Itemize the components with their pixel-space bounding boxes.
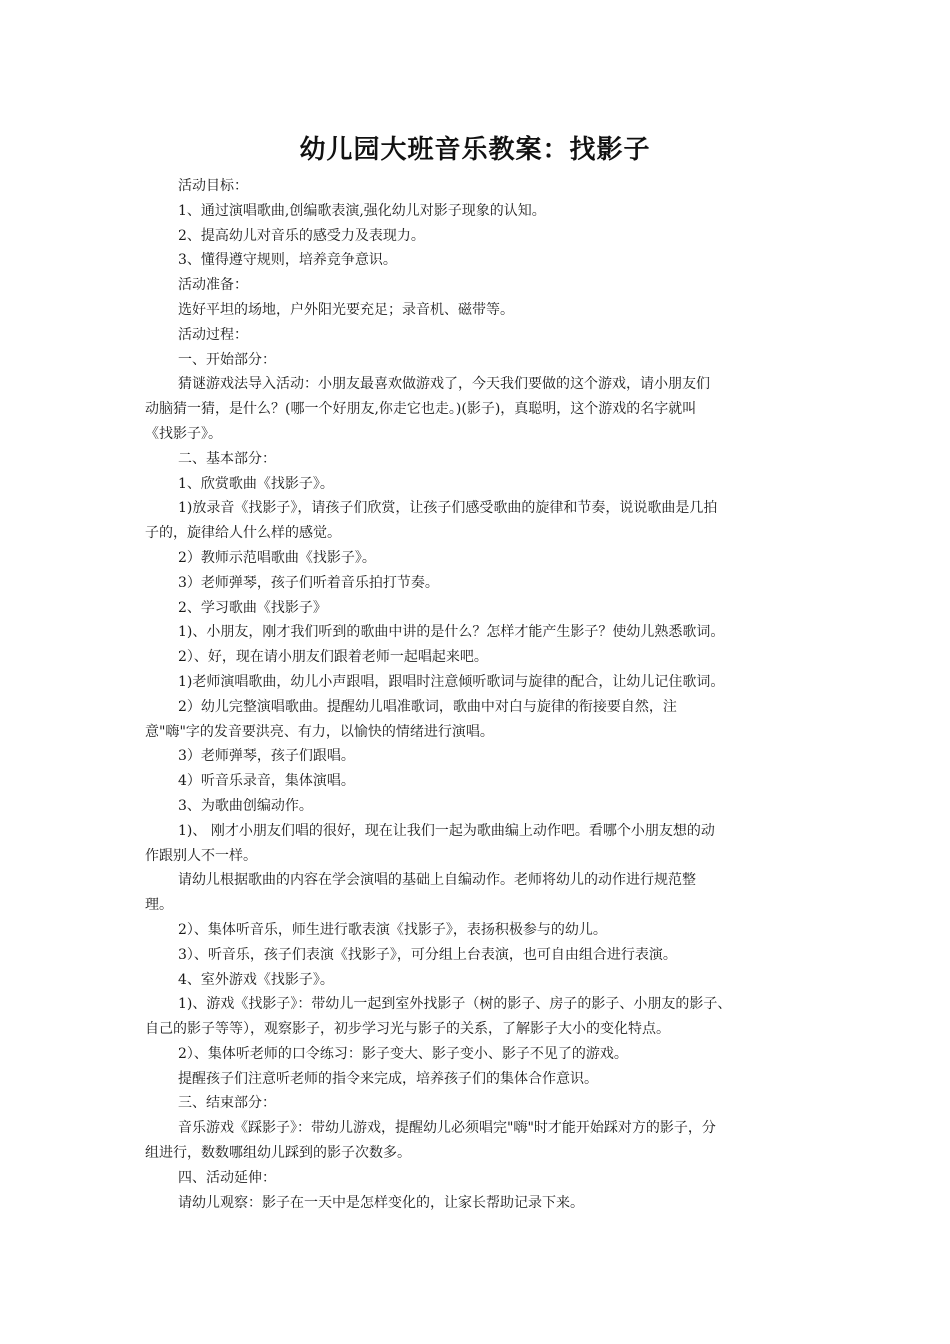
paragraph: [145, 968, 815, 993]
paragraph-line: 请幼儿根据歌曲的内容在学会演唱的基础上自编动作。老师将幼儿的动作进行规范整: [178, 872, 696, 889]
paragraph-line: 1)老师演唱歌曲，幼儿小声跟唱，跟唱时注意倾听歌词与旋律的配合，让幼儿记住歌词。: [178, 673, 725, 690]
paragraph: [145, 273, 815, 298]
paragraph-line: 1)、 刚才小朋友们唱的很好，现在让我们一起为歌曲编上动作吧。看哪个小朋友想的动: [178, 822, 715, 839]
paragraph-line: 自己的影子等等），观察影子，初步学习光与影子的关系，了解影子大小的变化特点。: [145, 1021, 670, 1038]
paragraph: [145, 596, 815, 621]
paragraph-line: 动脑猜一猜，是什么？(哪一个好朋友,你走它也走。)(影子)，真聪明，这个游戏的名字就叫: [145, 401, 697, 418]
paragraph: [145, 992, 815, 1042]
paragraph-line: 3）老师弹琴，孩子们听着音乐拍打节奏。: [178, 574, 439, 591]
paragraph-line: 《找影子》。: [145, 425, 222, 442]
paragraph: [145, 1166, 815, 1191]
paragraph-line: 活动准备：: [178, 277, 248, 294]
paragraph: [145, 1091, 815, 1116]
paragraph: [145, 447, 815, 472]
paragraph-line: 2）、集体听老师的口令练习：影子变大、影子变小、影子不见了的游戏。: [178, 1045, 628, 1062]
paragraph-line: 4）听音乐录音，集体演唱。: [178, 773, 355, 790]
paragraph-line: 二、基本部分：: [178, 450, 276, 467]
paragraph-line: 请幼儿观察：影子在一天中是怎样变化的，让家长帮助记录下来。: [178, 1194, 584, 1211]
paragraph: [145, 868, 815, 918]
paragraph: [145, 819, 815, 869]
paragraph: [145, 1116, 815, 1166]
document-body: [145, 174, 815, 1215]
paragraph-line: 理。: [145, 897, 173, 914]
paragraph: [145, 571, 815, 596]
paragraph-line: 三、结束部分：: [178, 1095, 276, 1112]
paragraph: [145, 645, 815, 670]
paragraph-line: 2）、好，现在请小朋友们跟着老师一起唱起来吧。: [178, 649, 488, 666]
paragraph-line: 子的，旋律给人什么样的感觉。: [145, 525, 341, 542]
paragraph-line: 猜谜游戏法导入活动：小朋友最喜欢做游戏了，今天我们要做的这个游戏，请小朋友们: [178, 376, 710, 393]
paragraph-line: 2、学习歌曲《找影子》: [178, 599, 327, 616]
paragraph-line: 音乐游戏《踩影子》：带幼儿游戏，提醒幼儿必须唱完"嗨"时才能开始踩对方的影子，分: [178, 1120, 716, 1137]
paragraph: [145, 472, 815, 497]
paragraph: [145, 695, 815, 745]
paragraph: [145, 620, 815, 645]
paragraph: [145, 224, 815, 249]
paragraph: [145, 372, 815, 446]
paragraph-line: 活动过程：: [178, 326, 248, 343]
paragraph: [145, 348, 815, 373]
paragraph: [145, 546, 815, 571]
paragraph-line: 作跟别人不一样。: [145, 847, 257, 864]
paragraph: [145, 670, 815, 695]
paragraph-line: 四、活动延伸：: [178, 1169, 276, 1186]
paragraph-line: 1、通过演唱歌曲,创编歌表演,强化幼儿对影子现象的认知。: [178, 202, 546, 219]
document-title: 幼儿园大班音乐教案：找影子: [299, 135, 651, 165]
paragraph-line: 3、为歌曲创编动作。: [178, 797, 313, 814]
paragraph: [145, 298, 815, 323]
paragraph-line: 4、室外游戏《找影子》。: [178, 971, 334, 988]
paragraph-line: 意"嗨"字的发音要洪亮、有力，以愉快的情绪进行演唱。: [145, 723, 494, 740]
paragraph-line: 一、开始部分：: [178, 351, 276, 368]
paragraph: [145, 199, 815, 224]
paragraph-line: 2）、集体听音乐，师生进行歌表演《找影子》，表扬积极参与的幼儿。: [178, 921, 607, 938]
paragraph-line: 2）教师示范唱歌曲《找影子》。: [178, 549, 376, 566]
paragraph-line: 1)、小朋友，刚才我们听到的歌曲中讲的是什么？怎样才能产生影子？使幼儿熟悉歌词。: [178, 624, 725, 641]
paragraph: [145, 1042, 815, 1067]
paragraph-line: 2、提高幼儿对音乐的感受力及表现力。: [178, 227, 425, 244]
paragraph-line: 选好平坦的场地，户外阳光要充足；录音机、磁带等。: [178, 301, 514, 318]
paragraph: [145, 943, 815, 968]
paragraph: [145, 1067, 815, 1092]
paragraph: [145, 323, 815, 348]
paragraph: [145, 1191, 815, 1216]
paragraph: [145, 769, 815, 794]
paragraph-line: 3、懂得遵守规则，培养竞争意识。: [178, 252, 397, 269]
paragraph-line: 3）、听音乐，孩子们表演《找影子》，可分组上台表演，也可自由组合进行表演。: [178, 946, 677, 963]
paragraph: [145, 248, 815, 273]
paragraph-line: 3）老师弹琴，孩子们跟唱。: [178, 748, 355, 765]
paragraph: [145, 496, 815, 546]
paragraph-line: 2）幼儿完整演唱歌曲。提醒幼儿唱准歌词，歌曲中对白与旋律的衔接要自然，注: [178, 698, 677, 715]
paragraph: [145, 794, 815, 819]
paragraph: [145, 174, 815, 199]
paragraph: [145, 744, 815, 769]
paragraph-line: 提醒孩子们注意听老师的指令来完成，培养孩子们的集体合作意识。: [178, 1070, 598, 1087]
paragraph-line: 1)放录音《找影子》，请孩子们欣赏，让孩子们感受歌曲的旋律和节奏，说说歌曲是几拍: [178, 500, 718, 517]
paragraph-line: 组进行，数数哪组幼儿踩到的影子次数多。: [145, 1145, 411, 1162]
paragraph-line: 1)、游戏《找影子》：带幼儿一起到室外找影子（树的影子、房子的影子、小朋友的影子、: [178, 996, 732, 1013]
paragraph-line: 活动目标：: [178, 178, 248, 194]
paragraph-line: 1、欣赏歌曲《找影子》。: [178, 475, 334, 492]
paragraph: [145, 918, 815, 943]
